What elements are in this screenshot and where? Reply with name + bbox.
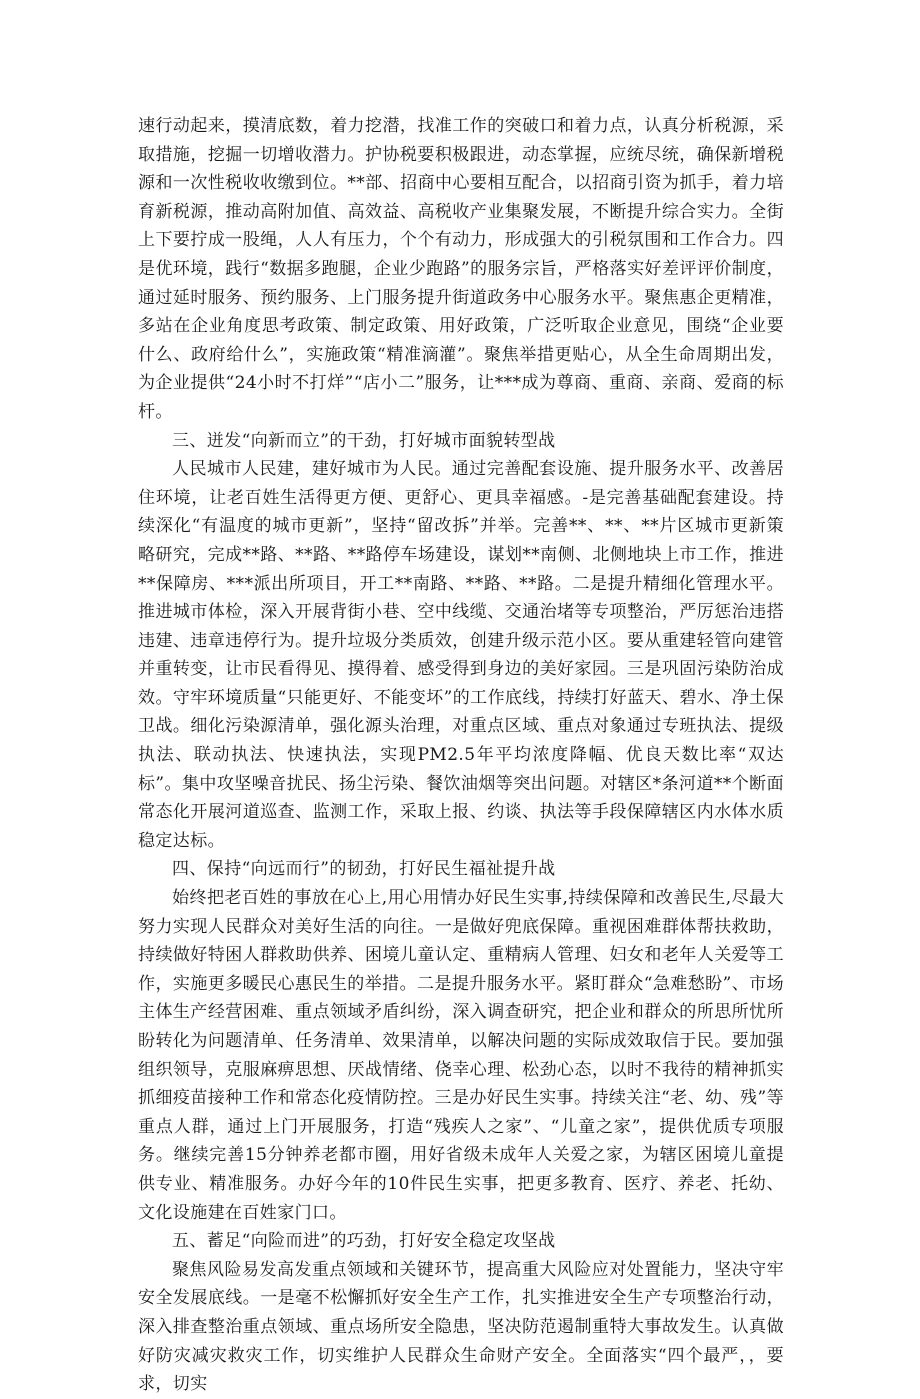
- paragraph-continuation: 速行动起来，摸清底数，着力挖潜，找准工作的突破口和着力点，认真分析税源，采取措施，挖掘一切增收潜力。护协税要积极跟进，动态掌握，应统尽统，确保新增税源和一次性税收收缴到位。**部、招商中心要相互配合，以招商引资为抓手，着力培育新税源，推动高附加值、高效益、高税收产业集聚发展，不断提升综合实力。全街上下要拧成一股绳，人人有压力，个个有动力，形成强大的引税氛围和工作合力。四是优环境，践行“数据多跑腿，企业少跑路”的服务宗旨，严格落实好差评评价制度，通过延时服务、预约服务、上门服务提升街道政务中心服务水平。聚焦惠企更精准，多站在企业角度思考政策、制定政策、用好政策，广泛听取企业意见，围绕“企业要什么、政府给什么”，实施政策“精准滴灌”。聚焦举措更贴心，从全生命周期出发，为企业提供“24小时不打烊”“店小二”服务，让***成为尊商、重商、亲商、爱商的标杆。: [138, 116, 784, 422]
- section-heading-5: 五、蓄足“向险而进”的巧劲，打好安全稳定攻坚战: [172, 1231, 556, 1252]
- paragraph-section-5: 聚焦风险易发高发重点领域和关键环节，提高重大风险应对处置能力，坚决守牢安全发展底线。一是毫不松懈抓好安全生产工作，扎实推进安全生产专项整治行动，深入排查整治重点领域、重点场所安全隐患，坚决防范遏制重特大事故发生。认真做好防灾减灾救灾工作，切实维护人民群众生命财产安全。全面落实“四个最严，，要求，切实: [138, 1259, 784, 1395]
- paragraph-section-4: 始终把老百姓的事放在心上,用心用情办好民生实事,持续保障和改善民生,尽最大努力实现人民群众对美好生活的向往。一是做好兜底保障。重视困难群体帮扶救助，持续做好特困人群救助供养、困境儿童认定、重精病人管理、妇女和老年人关爱等工作，实施更多暖民心惠民生的举措。二是提升服务水平。紧盯群众“急难愁盼”、市场主体生产经营困难、重点领域矛盾纠纷，深入调查研究，把企业和群众的所思所忧所盼转化为问题清单、任务清单、效果清单，以解决问题的实际成效取信于民。要加强组织领导，克服麻痹思想、厌战情绪、侥幸心理、松劲心态，以时不我待的精神抓实抓细疫苗接种工作和常态化疫情防控。三是办好民生实事。持续关注“老、幼、残”等重点人群，通过上门开展服务，打造“残疾人之家”、“儿童之家”，提供优质专项服务。继续完善15分钟养老都市圈，用好省级未成年人关爱之家，为辖区困境儿童提供专业、精准服务。办好今年的10件民生实事，把更多教育、医疗、养老、托幼、文化设施建在百姓家门口。: [138, 888, 784, 1223]
- section-heading-3: 三、迸发“向新而立”的干劲，打好城市面貌转型战: [172, 430, 556, 451]
- paragraph-section-3: 人民城市人民建，建好城市为人民。通过完善配套设施、提升服务水平、改善居住环境，让老百姓生活得更方便、更舒心、更具幸福感。-是完善基础配套建设。持续深化“有温度的城市更新”，坚持“留改拆”并举。完善**、**、**片区城市更新策略研究，完成**路、**路、**路停车场建设，谋划**南侧、北侧地块上市工作，推进**保障房、***派出所项目，开工**南路、**路、**路。二是提升精细化管理水平。推进城市体检，深入开展背街小巷、空中线缆、交通治堵等专项整治，严厉惩治违搭违建、违章违停行为。提升垃圾分类质效，创建升级示范小区。要从重建轻管向建管并重转变，让市民看得见、摸得着、感受得到身边的美好家园。三是巩固污染防治成效。守牢环境质量“只能更好、不能变坏”的工作底线，持续打好蓝天、碧水、净土保卫战。细化污染源清单，强化源头治理，对重点区域、重点对象通过专班执法、提级执法、联动执法、快速执法，实现PM2.5年平均浓度降幅、优良天数比率“双达标”。集中攻坚噪音扰民、扬尘污染、餐饮油烟等突出问题。对辖区*条河道**个断面常态化开展河道巡查、监测工作，采取上报、约谈、执法等手段保障辖区内水体水质稳定达标。: [138, 459, 784, 851]
- section-heading-4: 四、保持“向远而行”的韧劲，打好民生福祉提升战: [172, 859, 556, 880]
- document-page: [138, 112, 784, 1399]
